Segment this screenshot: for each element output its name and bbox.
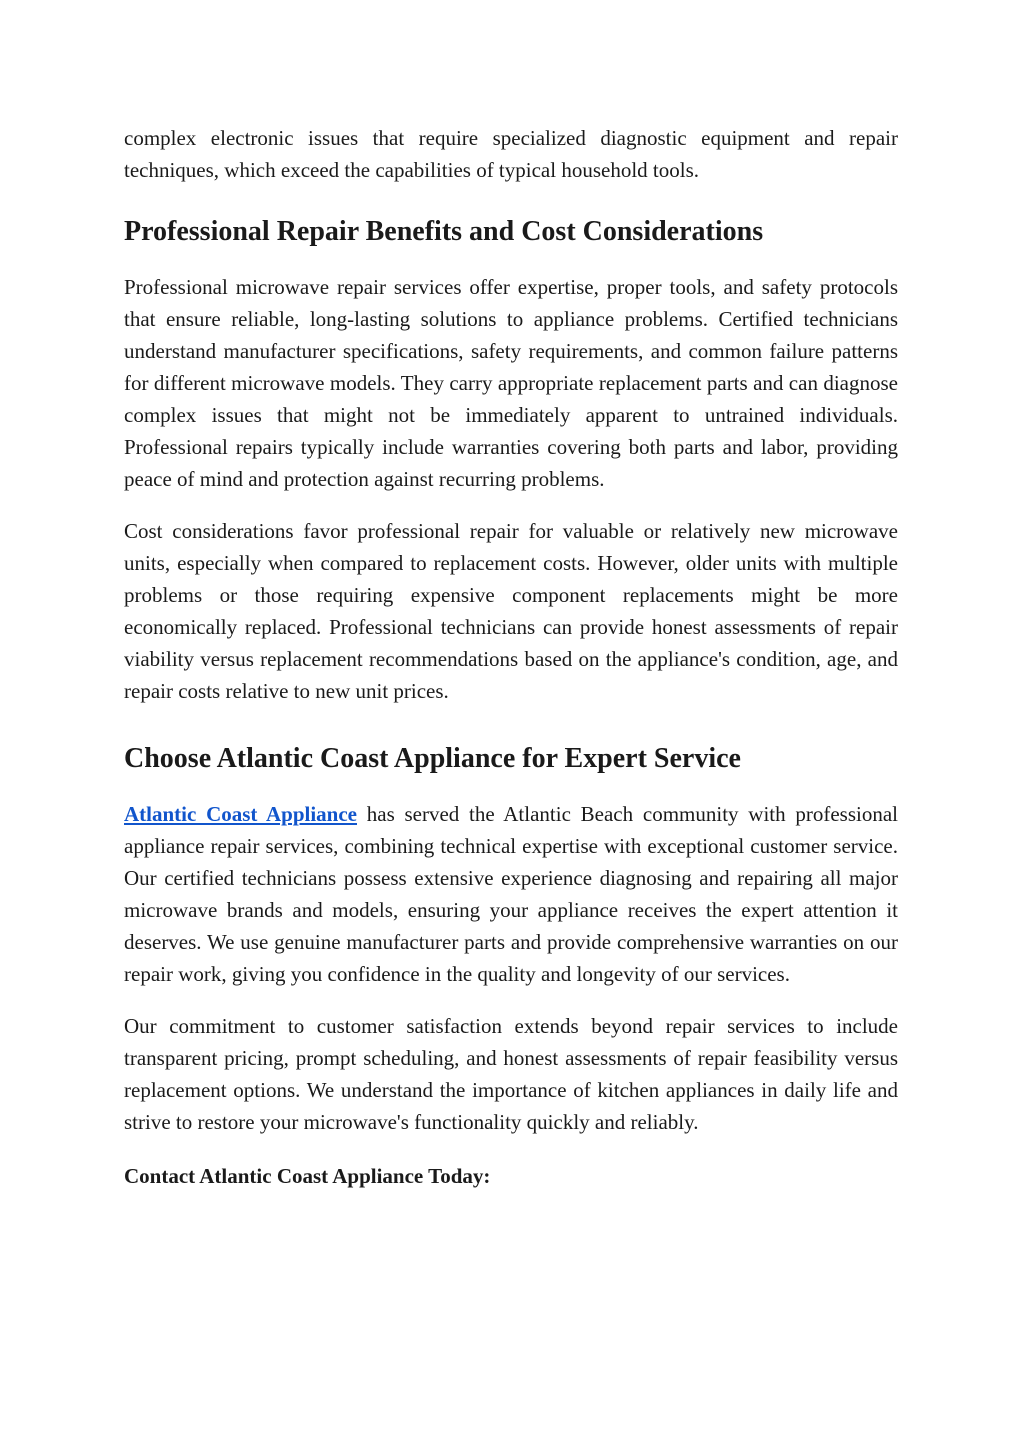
choose-atlantic-paragraph-1-text: has served the Atlantic Beach community with professional appliance repair services, combining technical expertise with exceptional customer service. Our certified technicians possess extensive experience diagnosing and repairing all major microwave brands and models, ensuring your appliance receives the expert attention it deserves. We use genuine manufacturer parts and provide comprehensive warranties on our repair work, giving you confidence in the quality and longevity of our services.: [124, 802, 898, 986]
choose-atlantic-paragraph-1: [124, 798, 898, 990]
professional-repair-paragraph-1: Professional microwave repair services offer expertise, proper tools, and safety protocols that ensure reliable, long-lasting solutions to appliance problems. Certified technicians understand manufacturer specifications, safety requirements, and common failure patterns for different microwave models. They carry appropriate replacement parts and can diagnose complex issues that might not be immediately apparent to untrained individuals. Professional repairs typically include warranties covering both parts and labor, providing peace of mind and protection against recurring problems.: [124, 275, 898, 491]
document-page: [124, 122, 898, 1192]
professional-repair-paragraph-2: Cost considerations favor professional repair for valuable or relatively new microwave units, especially when compared to replacement costs. However, older units with multiple problems or those requiring expensive component replacements might be more economically replaced. Professional technicians can provide honest assessments of repair viability versus replacement recommendations based on the appliance's condition, age, and repair costs relative to new unit prices.: [124, 519, 898, 703]
choose-atlantic-paragraph-2: Our commitment to customer satisfaction extends beyond repair services to include transparent pricing, prompt scheduling, and honest assessments of repair feasibility versus replacement options. We understand the importance of kitchen appliances in daily life and strive to restore your microwave's functionality quickly and reliably.: [124, 1014, 898, 1134]
contact-heading: Contact Atlantic Coast Appliance Today:: [124, 1164, 491, 1188]
section-heading-choose-atlantic: Choose Atlantic Coast Appliance for Expert Service: [124, 743, 741, 774]
atlantic-coast-appliance-link[interactable]: Atlantic Coast Appliance: [124, 802, 357, 826]
section-heading-professional-repair: Professional Repair Benefits and Cost Considerations: [124, 216, 764, 247]
intro-paragraph: complex electronic issues that require specialized diagnostic equipment and repair techniques, which exceed the capabilities of typical household tools.: [124, 126, 898, 182]
